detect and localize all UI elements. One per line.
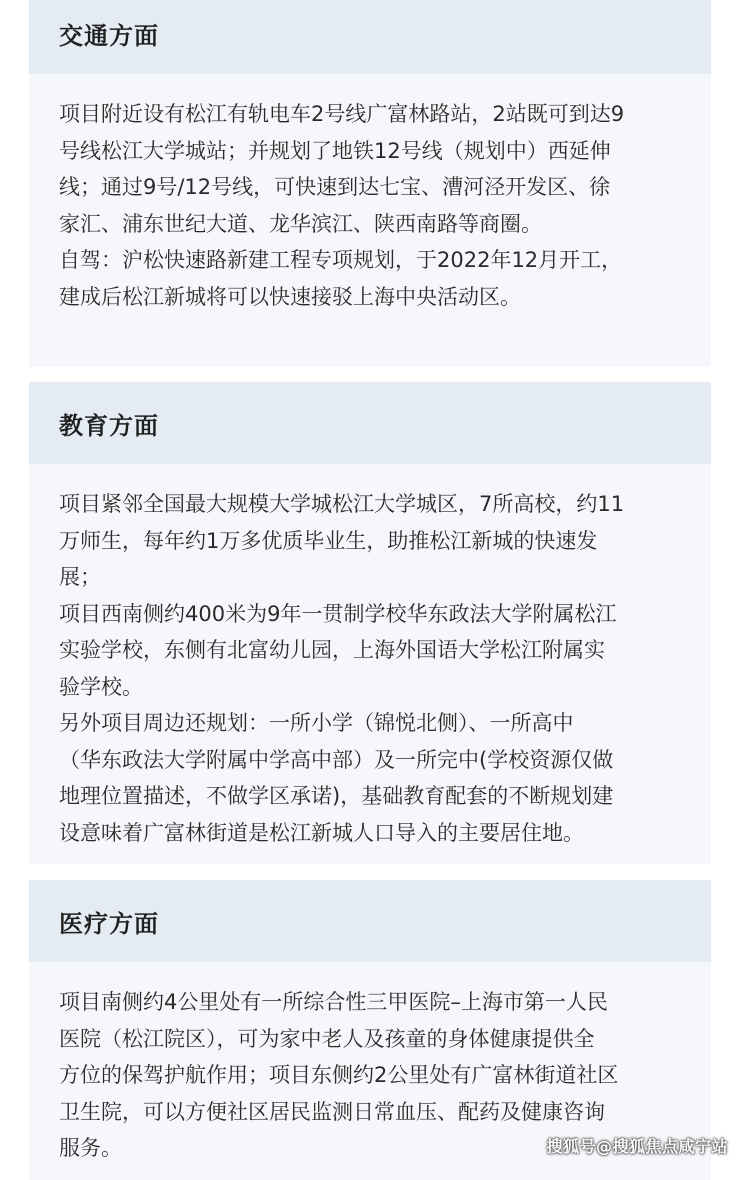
paragraph: 自驾：沪松快速路新建工程专项规划，于2022年12月开工， 建成后松江新城将可以快速接驳上海中央活动区。 [59, 248, 623, 309]
section-title: 交通方面 [59, 21, 159, 50]
section-title: 教育方面 [59, 411, 159, 440]
paragraph: 项目紧邻全国最大规模大学城松江大学城区，7所高校，约11 万师生，每年约1万多优质毕业生，助推松江新城的快速发 展； [59, 492, 625, 589]
paragraph: 项目西南侧约400米为9年一贯制学校华东政法大学附属松江 实验学校，东侧有北富幼儿园，上海外国语大学松江附属实 验学校。 [59, 601, 617, 699]
paragraph: 项目南侧约4公里处有一所综合性三甲医院–上海市第一人民 医院（松江院区），可为家中老人及孩童的身体健康提供全 方位的保驾护航作用；项目东侧约2公里处有广富林街道社区 卫生院，可以方便社区居民监测日常血压、配药及健康咨询 服务。 [59, 990, 619, 1160]
section-header [29, 0, 711, 74]
paragraph: 项目附近设有松江有轨电车2号线广富林路站，2站既可到达9 号线松江大学城站；并规划了地铁12号线（规划中）西延伸 线；通过9号/12号线，可快速到达七宝、漕河泾开发区、徐 家汇、浦东世纪大道、龙华滨江、陕西南路等商圈。 [59, 102, 625, 236]
section-title: 医疗方面 [59, 909, 159, 938]
section-body [29, 464, 711, 851]
section-body [29, 74, 711, 315]
section-card-traffic [29, 0, 711, 367]
section-card-education [29, 382, 711, 864]
paragraph: 另外项目周边还规划：一所小学（锦悦北侧）、一所高中 （华东政法大学附属中学高中部）及一所完中(学校资源仅做 地理位置描述，不做学区承诺)，基础教育配套的不断规划建 设意味着广富林街道是松江新城人口导入的主要居住地。 [59, 711, 614, 845]
watermark: 搜狐号@搜狐焦点咸宁站 [546, 1137, 728, 1156]
section-header [29, 382, 711, 464]
section-header [29, 880, 711, 962]
